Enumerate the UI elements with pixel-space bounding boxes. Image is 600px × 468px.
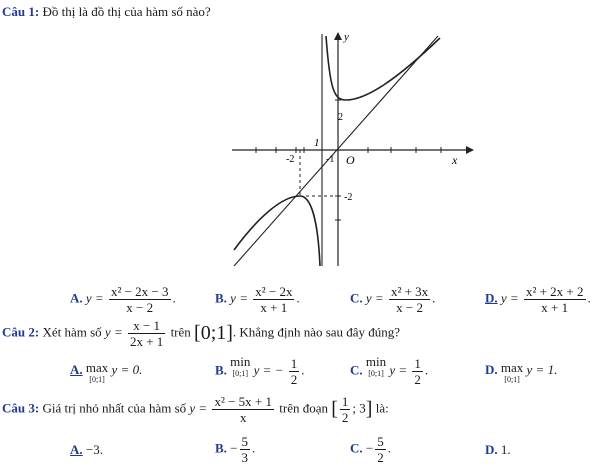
question-1 [2, 4, 211, 20]
q3-option-a[interactable]: A. −3. [70, 442, 103, 457]
x-axis-arrow [466, 146, 474, 154]
y-axis-label: y [344, 31, 349, 43]
question-1-label: Câu 1: [2, 4, 40, 19]
oblique-asymptote [234, 36, 438, 266]
q1-option-b-fraction: $\frac{\text{x² − 2x}}{x + 1}$ [255, 284, 293, 315]
q2-option-b[interactable]: B. min [0;1] y = − $\frac{1}{2}$ . [215, 354, 305, 387]
q2-option-a[interactable]: A. max [0;1] y = 0. [70, 360, 143, 384]
tick-label-neg2-x: -2 [286, 154, 295, 165]
q1-option-a[interactable]: A. y = $\frac{\text{x² − 2x − 3}}{x - 2}$ . [70, 284, 176, 315]
tick-label-one: 1 [314, 137, 320, 149]
q1-option-d-fraction: $\frac{\text{x² + 2x + 2}}{x + 1}$ [525, 284, 584, 315]
q1-option-d[interactable]: D. y = $\frac{\text{x² + 2x + 2}}{x + 1}$ . [485, 284, 591, 315]
question-3-label: Câu 3: [2, 400, 40, 416]
question-2-fraction: $\frac{x - 1}{2x + 1}$ [129, 318, 164, 349]
tick-label-y2: 2 [338, 112, 343, 123]
origin-label: O [346, 153, 355, 167]
q2-option-d[interactable]: D. max [0;1] y = 1. [485, 360, 558, 384]
question-1-text: Đồ thị là đồ thị của hàm số nào? [42, 4, 211, 19]
q1-option-c-fraction: $\frac{\text{x² + 3x}}{x - 2}$ [390, 284, 429, 315]
tick-label-neg2-y: -2 [344, 192, 353, 203]
left-branch [234, 196, 320, 266]
q3-option-d[interactable]: D. 1. [485, 442, 511, 457]
q1-option-b[interactable]: B. y = $\frac{\text{x² − 2x}}{x + 1}$ . [215, 284, 300, 315]
tick-label-neg1: -1 [326, 154, 335, 165]
x-axis-label: x [452, 153, 458, 167]
q1-option-a-fraction: $\frac{\text{x² − 2x − 3}}{x - 2}$ [110, 284, 169, 315]
q3-option-c[interactable]: C. − $\frac{5}{2}$ . [350, 434, 391, 465]
question-2-label: Câu 2: [2, 324, 40, 340]
function-graph [226, 30, 476, 270]
question-3: Câu 3: Giá trị nhỏ nhất của hàm số y = $\frac{\text{x² − 5x + 1}}{x}$ trên đoạn [ $\frac{1}{2}$ ; 3] là: [2, 394, 389, 425]
q3-option-b[interactable]: B. − $\frac{5}{3}$ . [215, 434, 256, 465]
q1-option-c[interactable]: C. y = $\frac{\text{x² + 3x}}{x - 2}$ . [350, 284, 436, 315]
right-branch [326, 36, 440, 100]
question-2-interval: [0;1] [194, 322, 233, 344]
question-3-fraction: $\frac{\text{x² − 5x + 1}}{x}$ [214, 394, 272, 425]
q2-option-c[interactable]: C. min [0;1] y = $\frac{1}{2}$ . [350, 354, 429, 387]
y-axis-arrow [334, 32, 342, 40]
question-2: Câu 2: Xét hàm số y = $\frac{x - 1}{2x + 1}$ trên [0;1]. Khẳng định nào sau đây đúng? [2, 318, 401, 349]
